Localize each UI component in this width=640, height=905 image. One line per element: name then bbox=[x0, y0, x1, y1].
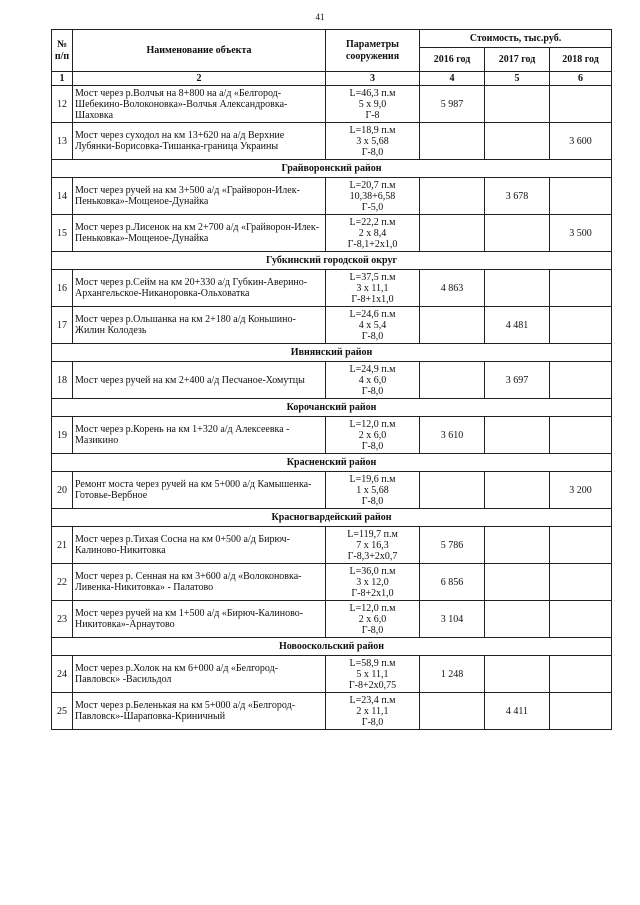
param-line: 3 х 5,68 bbox=[356, 135, 389, 147]
param-line: L=46,3 п.м bbox=[349, 87, 396, 99]
param-line: Г-8,0 bbox=[361, 495, 384, 507]
param-line: L=19,6 п.м bbox=[349, 473, 396, 485]
cost-2016 bbox=[420, 178, 485, 215]
param-line: 10,38+6,58 bbox=[349, 190, 396, 202]
table-row bbox=[52, 307, 612, 344]
index-cell: 5 bbox=[485, 72, 550, 86]
object-name: Мост через р.Беленькая на км 5+000 а/д «Белгород-Павловск»-Шараповка-Криничный bbox=[73, 693, 326, 730]
param-line: L=24,6 п.м bbox=[349, 308, 396, 320]
param-line: Г-5,0 bbox=[361, 201, 384, 213]
row-number: 19 bbox=[52, 417, 73, 454]
header-year-2018: 2018 год bbox=[550, 48, 612, 72]
cost-2018 bbox=[550, 417, 612, 454]
structure-params bbox=[326, 417, 420, 454]
cost-2016 bbox=[420, 123, 485, 160]
param-line: 7 х 16,3 bbox=[356, 539, 389, 551]
cost-2017: 4 481 bbox=[485, 307, 550, 344]
row-number: 12 bbox=[52, 86, 73, 123]
table-row bbox=[52, 270, 612, 307]
region-heading-row bbox=[52, 509, 612, 527]
structure-params bbox=[326, 656, 420, 693]
cost-2018: 3 200 bbox=[550, 472, 612, 509]
table-row bbox=[52, 123, 612, 160]
param-line: Г-8,3+2х0,7 bbox=[347, 550, 398, 562]
cost-2017 bbox=[485, 215, 550, 252]
param-line: Г-8+1х1,0 bbox=[351, 293, 394, 305]
header-year-2016: 2016 год bbox=[420, 48, 485, 72]
param-line: 3 х 12,0 bbox=[356, 576, 389, 588]
row-number: 22 bbox=[52, 564, 73, 601]
cost-2018: 3 600 bbox=[550, 123, 612, 160]
region-heading-row bbox=[52, 252, 612, 270]
cost-2016 bbox=[420, 472, 485, 509]
param-line: 1 х 5,68 bbox=[356, 484, 389, 496]
structure-params bbox=[326, 564, 420, 601]
cost-2016 bbox=[420, 307, 485, 344]
param-line: L=20,7 п.м bbox=[349, 179, 396, 191]
param-line: Г-8,1+2х1,0 bbox=[347, 238, 398, 250]
header-year-2017: 2017 год bbox=[485, 48, 550, 72]
object-name: Мост через р.Лисенок на км 2+700 а/д «Грайворон-Илек-Пеньковка»-Мощеное-Дунайка bbox=[73, 215, 326, 252]
object-name: Мост через ручей на км 3+500 а/д «Грайворон-Илек-Пеньковка»-Мощеное-Дунайка bbox=[73, 178, 326, 215]
cost-2017 bbox=[485, 564, 550, 601]
param-line: Г-8,0 bbox=[361, 385, 384, 397]
object-name: Мост через ручей на км 2+400 а/д Песчаное-Хомутцы bbox=[73, 362, 326, 399]
region-heading-row bbox=[52, 344, 612, 362]
param-line: Г-8+2х0,75 bbox=[348, 679, 397, 691]
cost-2016: 3 610 bbox=[420, 417, 485, 454]
cost-2018: 3 500 bbox=[550, 215, 612, 252]
structure-params bbox=[326, 601, 420, 638]
region-heading-row bbox=[52, 454, 612, 472]
structure-params bbox=[326, 693, 420, 730]
header-name: Наименование объекта bbox=[73, 30, 326, 72]
region-title: Красногвардейский район bbox=[52, 509, 612, 527]
object-name: Мост через р. Сенная на км 3+600 а/д «Волоконовка-Ливенка-Никитовка» - Палатово bbox=[73, 564, 326, 601]
cost-2018 bbox=[550, 656, 612, 693]
column-index-row bbox=[52, 72, 612, 86]
cost-2017: 4 411 bbox=[485, 693, 550, 730]
cost-2017 bbox=[485, 527, 550, 564]
param-line: L=12,0 п.м bbox=[349, 418, 396, 430]
row-number: 21 bbox=[52, 527, 73, 564]
table-row bbox=[52, 564, 612, 601]
structure-params bbox=[326, 527, 420, 564]
table-row bbox=[52, 178, 612, 215]
row-number: 25 bbox=[52, 693, 73, 730]
param-line: L=18,9 п.м bbox=[349, 124, 396, 136]
cost-2016: 3 104 bbox=[420, 601, 485, 638]
region-heading-row bbox=[52, 160, 612, 178]
param-line: Г-8+2х1,0 bbox=[351, 587, 394, 599]
region-title: Грайворонский район bbox=[52, 160, 612, 178]
page-number: 41 bbox=[315, 12, 325, 22]
cost-2018 bbox=[550, 270, 612, 307]
region-heading-row bbox=[52, 399, 612, 417]
cost-2016 bbox=[420, 362, 485, 399]
index-cell: 2 bbox=[73, 72, 326, 86]
row-number: 17 bbox=[52, 307, 73, 344]
bridge-objects-table bbox=[51, 29, 612, 730]
cost-2017 bbox=[485, 417, 550, 454]
cost-2018 bbox=[550, 527, 612, 564]
param-line: Г-8,0 bbox=[361, 440, 384, 452]
structure-params bbox=[326, 178, 420, 215]
cost-2018 bbox=[550, 362, 612, 399]
object-name: Мост через р.Сейм на км 20+330 а/д Губкин-Аверино-Архангельское-Никаноровка-Ольховатка bbox=[73, 270, 326, 307]
table-row bbox=[52, 527, 612, 564]
table-row bbox=[52, 693, 612, 730]
index-cell: 3 bbox=[326, 72, 420, 86]
region-title: Губкинский городской округ bbox=[52, 252, 612, 270]
object-name: Мост через р.Корень на км 1+320 а/д Алексеевка - Мазикино bbox=[73, 417, 326, 454]
row-number: 14 bbox=[52, 178, 73, 215]
cost-2017: 3 697 bbox=[485, 362, 550, 399]
param-line: 5 х 11,1 bbox=[356, 668, 389, 680]
table-row bbox=[52, 86, 612, 123]
cost-2017 bbox=[485, 601, 550, 638]
header-cost: Стоимость, тыс.руб. bbox=[420, 30, 612, 48]
object-name: Мост через суходол на км 13+620 на а/д Верхние Лубянки-Борисовка-Тишанка-граница Украины bbox=[73, 123, 326, 160]
cost-2016: 5 987 bbox=[420, 86, 485, 123]
param-line: L=24,9 п.м bbox=[349, 363, 396, 375]
row-number: 24 bbox=[52, 656, 73, 693]
row-number: 23 bbox=[52, 601, 73, 638]
cost-2016 bbox=[420, 215, 485, 252]
structure-params bbox=[326, 270, 420, 307]
table-row bbox=[52, 362, 612, 399]
index-cell: 6 bbox=[550, 72, 612, 86]
header-params: Параметры сооружения bbox=[326, 30, 420, 72]
structure-params bbox=[326, 123, 420, 160]
param-line: 2 х 6,0 bbox=[358, 429, 387, 441]
table-row bbox=[52, 215, 612, 252]
cost-2017 bbox=[485, 86, 550, 123]
param-line: 2 х 6,0 bbox=[358, 613, 387, 625]
cost-2018 bbox=[550, 307, 612, 344]
param-line: L=119,7 п.м bbox=[347, 528, 398, 540]
cost-2016: 5 786 bbox=[420, 527, 485, 564]
structure-params bbox=[326, 215, 420, 252]
index-cell: 4 bbox=[420, 72, 485, 86]
table-row bbox=[52, 656, 612, 693]
param-line: 5 х 9,0 bbox=[358, 98, 387, 110]
region-heading-row bbox=[52, 638, 612, 656]
cost-2016: 4 863 bbox=[420, 270, 485, 307]
object-name: Ремонт моста через ручей на км 5+000 а/д Камышенка-Готовье-Вербное bbox=[73, 472, 326, 509]
param-line: L=23,4 п.м bbox=[349, 694, 396, 706]
param-line: L=36,0 п.м bbox=[349, 565, 396, 577]
cost-2017 bbox=[485, 472, 550, 509]
param-line: 4 х 6,0 bbox=[358, 374, 387, 386]
param-line: Г-8,0 bbox=[361, 330, 384, 342]
param-line: L=37,5 п.м bbox=[349, 271, 396, 283]
row-number: 18 bbox=[52, 362, 73, 399]
param-line: L=58,9 п.м bbox=[349, 657, 396, 669]
row-number: 16 bbox=[52, 270, 73, 307]
row-number: 13 bbox=[52, 123, 73, 160]
cost-2017 bbox=[485, 123, 550, 160]
cost-2016: 6 856 bbox=[420, 564, 485, 601]
row-number: 15 bbox=[52, 215, 73, 252]
index-cell: 1 bbox=[52, 72, 73, 86]
header-num: № п/п bbox=[52, 30, 73, 72]
cost-2018 bbox=[550, 693, 612, 730]
param-line: 3 х 11,1 bbox=[356, 282, 389, 294]
param-line: L=22,2 п.м bbox=[349, 216, 396, 228]
structure-params bbox=[326, 307, 420, 344]
row-number: 20 bbox=[52, 472, 73, 509]
param-line: 2 х 8,4 bbox=[358, 227, 387, 239]
region-title: Корочанский район bbox=[52, 399, 612, 417]
cost-2016: 1 248 bbox=[420, 656, 485, 693]
region-title: Новооскольский район bbox=[52, 638, 612, 656]
table-row bbox=[52, 472, 612, 509]
object-name: Мост через р.Холок на км 6+000 а/д «Белгород-Павловск» -Васильдол bbox=[73, 656, 326, 693]
param-line: 2 х 11,1 bbox=[356, 705, 389, 717]
object-name: Мост через р.Ольшанка на км 2+180 а/д Коньшино-Жилин Колодезь bbox=[73, 307, 326, 344]
param-line: Г-8,0 bbox=[361, 624, 384, 636]
param-line: Г-8 bbox=[365, 109, 380, 121]
object-name: Мост через р.Волчья на 8+800 на а/д «Белгород-Шебекино-Волоконовка»-Волчья Александровка-Шаховка bbox=[73, 86, 326, 123]
cost-2018 bbox=[550, 178, 612, 215]
table-row bbox=[52, 417, 612, 454]
object-name: Мост через ручей на км 1+500 а/д «Бирюч-Калиново-Никитовка»-Арнаутово bbox=[73, 601, 326, 638]
cost-2016 bbox=[420, 693, 485, 730]
cost-2018 bbox=[550, 86, 612, 123]
region-title: Ивнянский район bbox=[52, 344, 612, 362]
cost-2017 bbox=[485, 270, 550, 307]
structure-params bbox=[326, 362, 420, 399]
structure-params bbox=[326, 472, 420, 509]
param-line: 4 х 5,4 bbox=[358, 319, 387, 331]
cost-2018 bbox=[550, 601, 612, 638]
cost-2018 bbox=[550, 564, 612, 601]
table-row bbox=[52, 601, 612, 638]
cost-2017: 3 678 bbox=[485, 178, 550, 215]
structure-params bbox=[326, 86, 420, 123]
param-line: Г-8,0 bbox=[361, 146, 384, 158]
region-title: Красненский район bbox=[52, 454, 612, 472]
param-line: Г-8,0 bbox=[361, 716, 384, 728]
object-name: Мост через р.Тихая Сосна на км 0+500 а/д Бирюч-Калиново-Никитовка bbox=[73, 527, 326, 564]
cost-2017 bbox=[485, 656, 550, 693]
param-line: L=12,0 п.м bbox=[349, 602, 396, 614]
